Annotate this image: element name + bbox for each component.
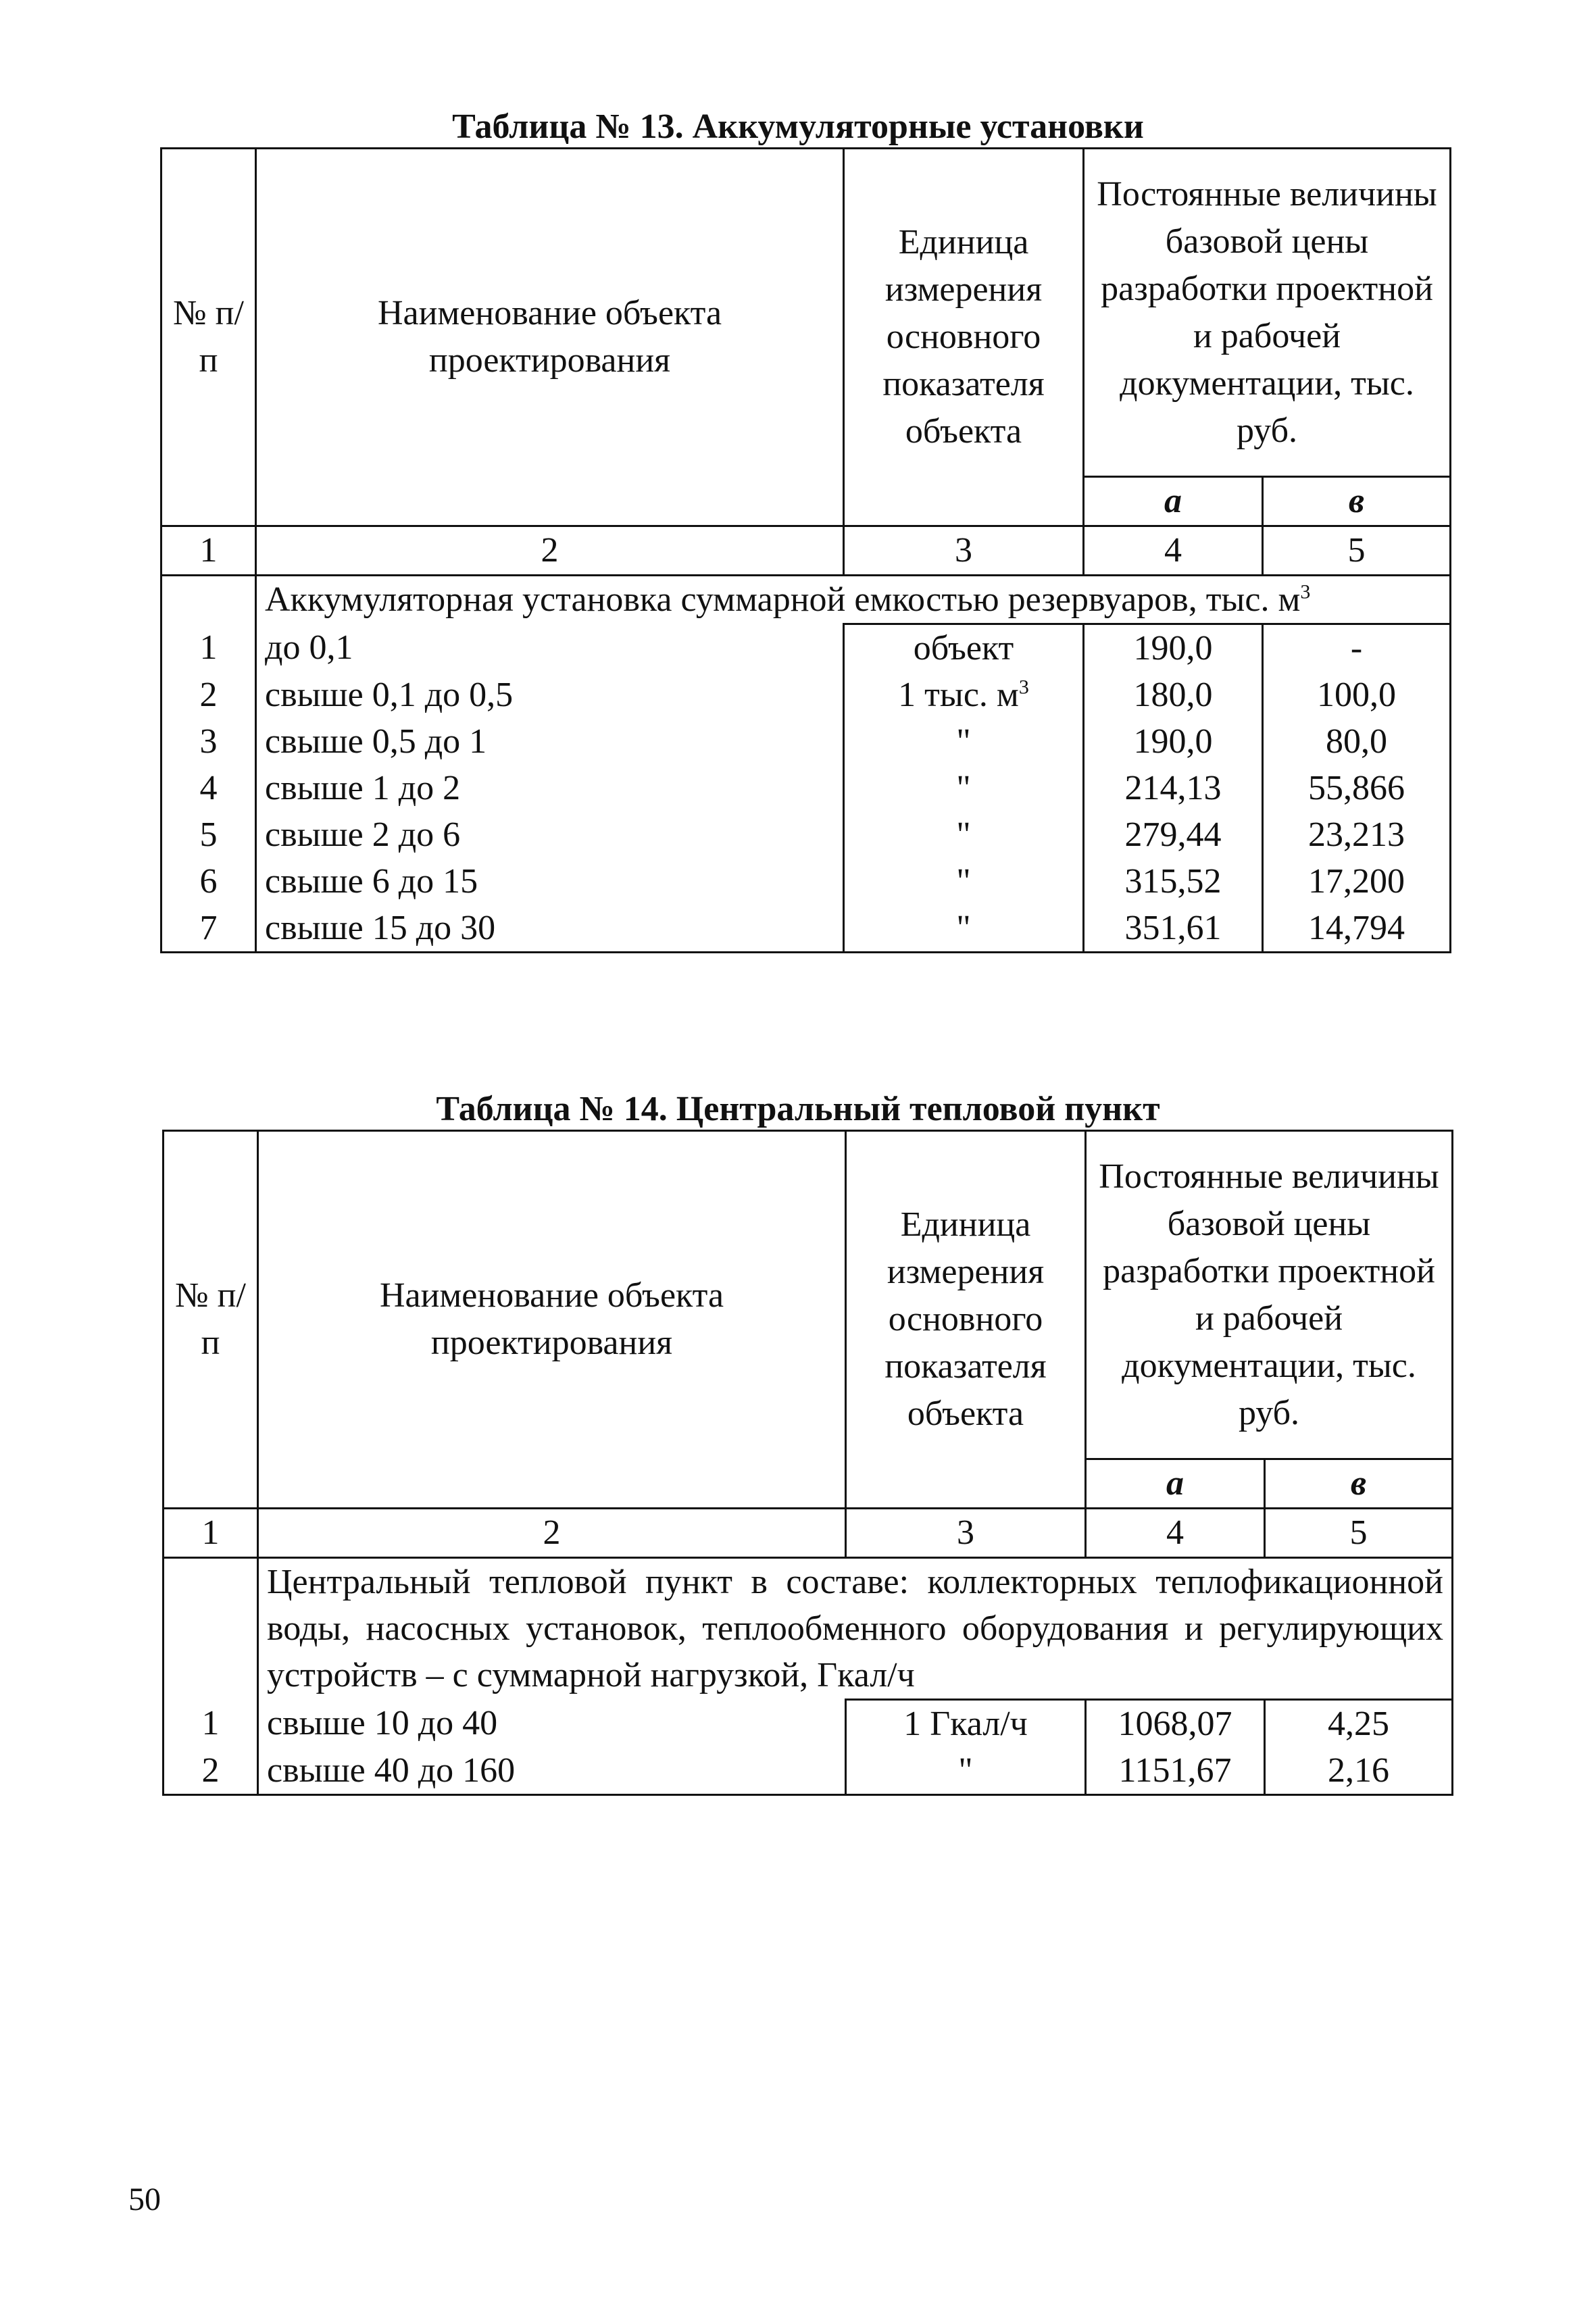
row-num: 5 <box>161 811 256 858</box>
table-row <box>161 624 1451 672</box>
col-number: 4 <box>1084 526 1263 576</box>
row-value-a: 190,0 <box>1084 718 1263 765</box>
header-a: а <box>1086 1459 1265 1509</box>
group-num-cell <box>161 576 256 624</box>
table-row <box>164 1747 1453 1795</box>
table-13-caption: Таблица № 13. Аккумуляторные установки <box>452 107 1144 146</box>
col-number: 1 <box>161 526 256 576</box>
header-price: Постоянные величины базовой цены разработки проектной и рабочей документации, тыс. руб. <box>1084 149 1451 477</box>
row-unit: объект <box>844 624 1084 672</box>
row-value-b: 100,0 <box>1263 672 1451 718</box>
header-num: № п/п <box>164 1131 258 1509</box>
row-value-a: 180,0 <box>1084 672 1263 718</box>
row-value-b: - <box>1263 624 1451 672</box>
row-num: 1 <box>164 1700 258 1748</box>
header-a: а <box>1084 477 1263 526</box>
header-unit: Единица измерения основного показателя объекта <box>844 149 1084 526</box>
col-number: 3 <box>846 1509 1086 1558</box>
row-num: 2 <box>164 1747 258 1795</box>
row-value-b: 2,16 <box>1265 1747 1453 1795</box>
group-title: Аккумуляторная установка суммарной емкостью резервуаров, тыс. $м^3$ <box>256 576 1451 624</box>
row-unit: " <box>844 765 1084 811</box>
row-value-b: 23,213 <box>1263 811 1451 858</box>
row-value-a: 214,13 <box>1084 765 1263 811</box>
row-unit: 1 Гкал/ч <box>846 1700 1086 1748</box>
row-value-b: 4,25 <box>1265 1700 1453 1748</box>
header-b: в <box>1263 477 1451 526</box>
col-number: 5 <box>1263 526 1451 576</box>
col-number: 3 <box>844 526 1084 576</box>
group-title: Центральный тепловой пункт в составе: коллекторных теплофикационной воды, насосных установок, теплообменного оборудования и регулирующих устройств – с суммарной нагрузкой, Гкал/ч <box>258 1558 1453 1700</box>
row-name: свыше 10 до 40 <box>258 1700 846 1748</box>
table-row <box>161 718 1451 765</box>
row-value-a: 1151,67 <box>1086 1747 1265 1795</box>
row-value-b: 17,200 <box>1263 858 1451 905</box>
table-row <box>161 905 1451 953</box>
header-name: Наименование объекта проектирования <box>256 149 844 526</box>
row-name: свыше 40 до 160 <box>258 1747 846 1795</box>
row-unit: " <box>846 1747 1086 1795</box>
col-number: 5 <box>1265 1509 1453 1558</box>
col-number: 2 <box>258 1509 846 1558</box>
row-unit: " <box>844 811 1084 858</box>
row-value-b: 14,794 <box>1263 905 1451 953</box>
table-row <box>161 811 1451 858</box>
table-13 <box>160 147 1451 953</box>
page-number: 50 <box>128 2182 161 2217</box>
row-value-a: 190,0 <box>1084 624 1263 672</box>
table-row <box>164 1700 1453 1748</box>
table-14-caption: Таблица № 14. Центральный тепловой пункт <box>436 1090 1160 1128</box>
row-unit: 1 тыс. $м^3$ <box>844 672 1084 718</box>
table-row <box>161 672 1451 718</box>
row-name: свыше 0,5 до 1 <box>256 718 844 765</box>
table-14 <box>162 1130 1453 1796</box>
row-value-a: 315,52 <box>1084 858 1263 905</box>
row-name: свыше 2 до 6 <box>256 811 844 858</box>
group-num-cell <box>164 1558 258 1700</box>
row-name: до 0,1 <box>256 624 844 672</box>
row-num: 3 <box>161 718 256 765</box>
col-number: 1 <box>164 1509 258 1558</box>
row-value-b: 80,0 <box>1263 718 1451 765</box>
row-value-a: 351,61 <box>1084 905 1263 953</box>
row-num: 6 <box>161 858 256 905</box>
row-name: свыше 1 до 2 <box>256 765 844 811</box>
row-name: свыше 0,1 до 0,5 <box>256 672 844 718</box>
header-num: № п/п <box>161 149 256 526</box>
row-num: 7 <box>161 905 256 953</box>
row-name: свыше 15 до 30 <box>256 905 844 953</box>
row-num: 4 <box>161 765 256 811</box>
row-unit: " <box>844 905 1084 953</box>
row-value-a: 279,44 <box>1084 811 1263 858</box>
table-row <box>161 765 1451 811</box>
row-value-a: 1068,07 <box>1086 1700 1265 1748</box>
col-number: 2 <box>256 526 844 576</box>
header-price: Постоянные величины базовой цены разработки проектной и рабочей документации, тыс. руб. <box>1086 1131 1453 1459</box>
header-b: в <box>1265 1459 1453 1509</box>
row-num: 2 <box>161 672 256 718</box>
row-num: 1 <box>161 624 256 672</box>
row-name: свыше 6 до 15 <box>256 858 844 905</box>
header-unit: Единица измерения основного показателя объекта <box>846 1131 1086 1509</box>
row-unit: " <box>844 858 1084 905</box>
row-unit: " <box>844 718 1084 765</box>
row-value-b: 55,866 <box>1263 765 1451 811</box>
col-number: 4 <box>1086 1509 1265 1558</box>
table-row <box>161 858 1451 905</box>
header-name: Наименование объекта проектирования <box>258 1131 846 1509</box>
